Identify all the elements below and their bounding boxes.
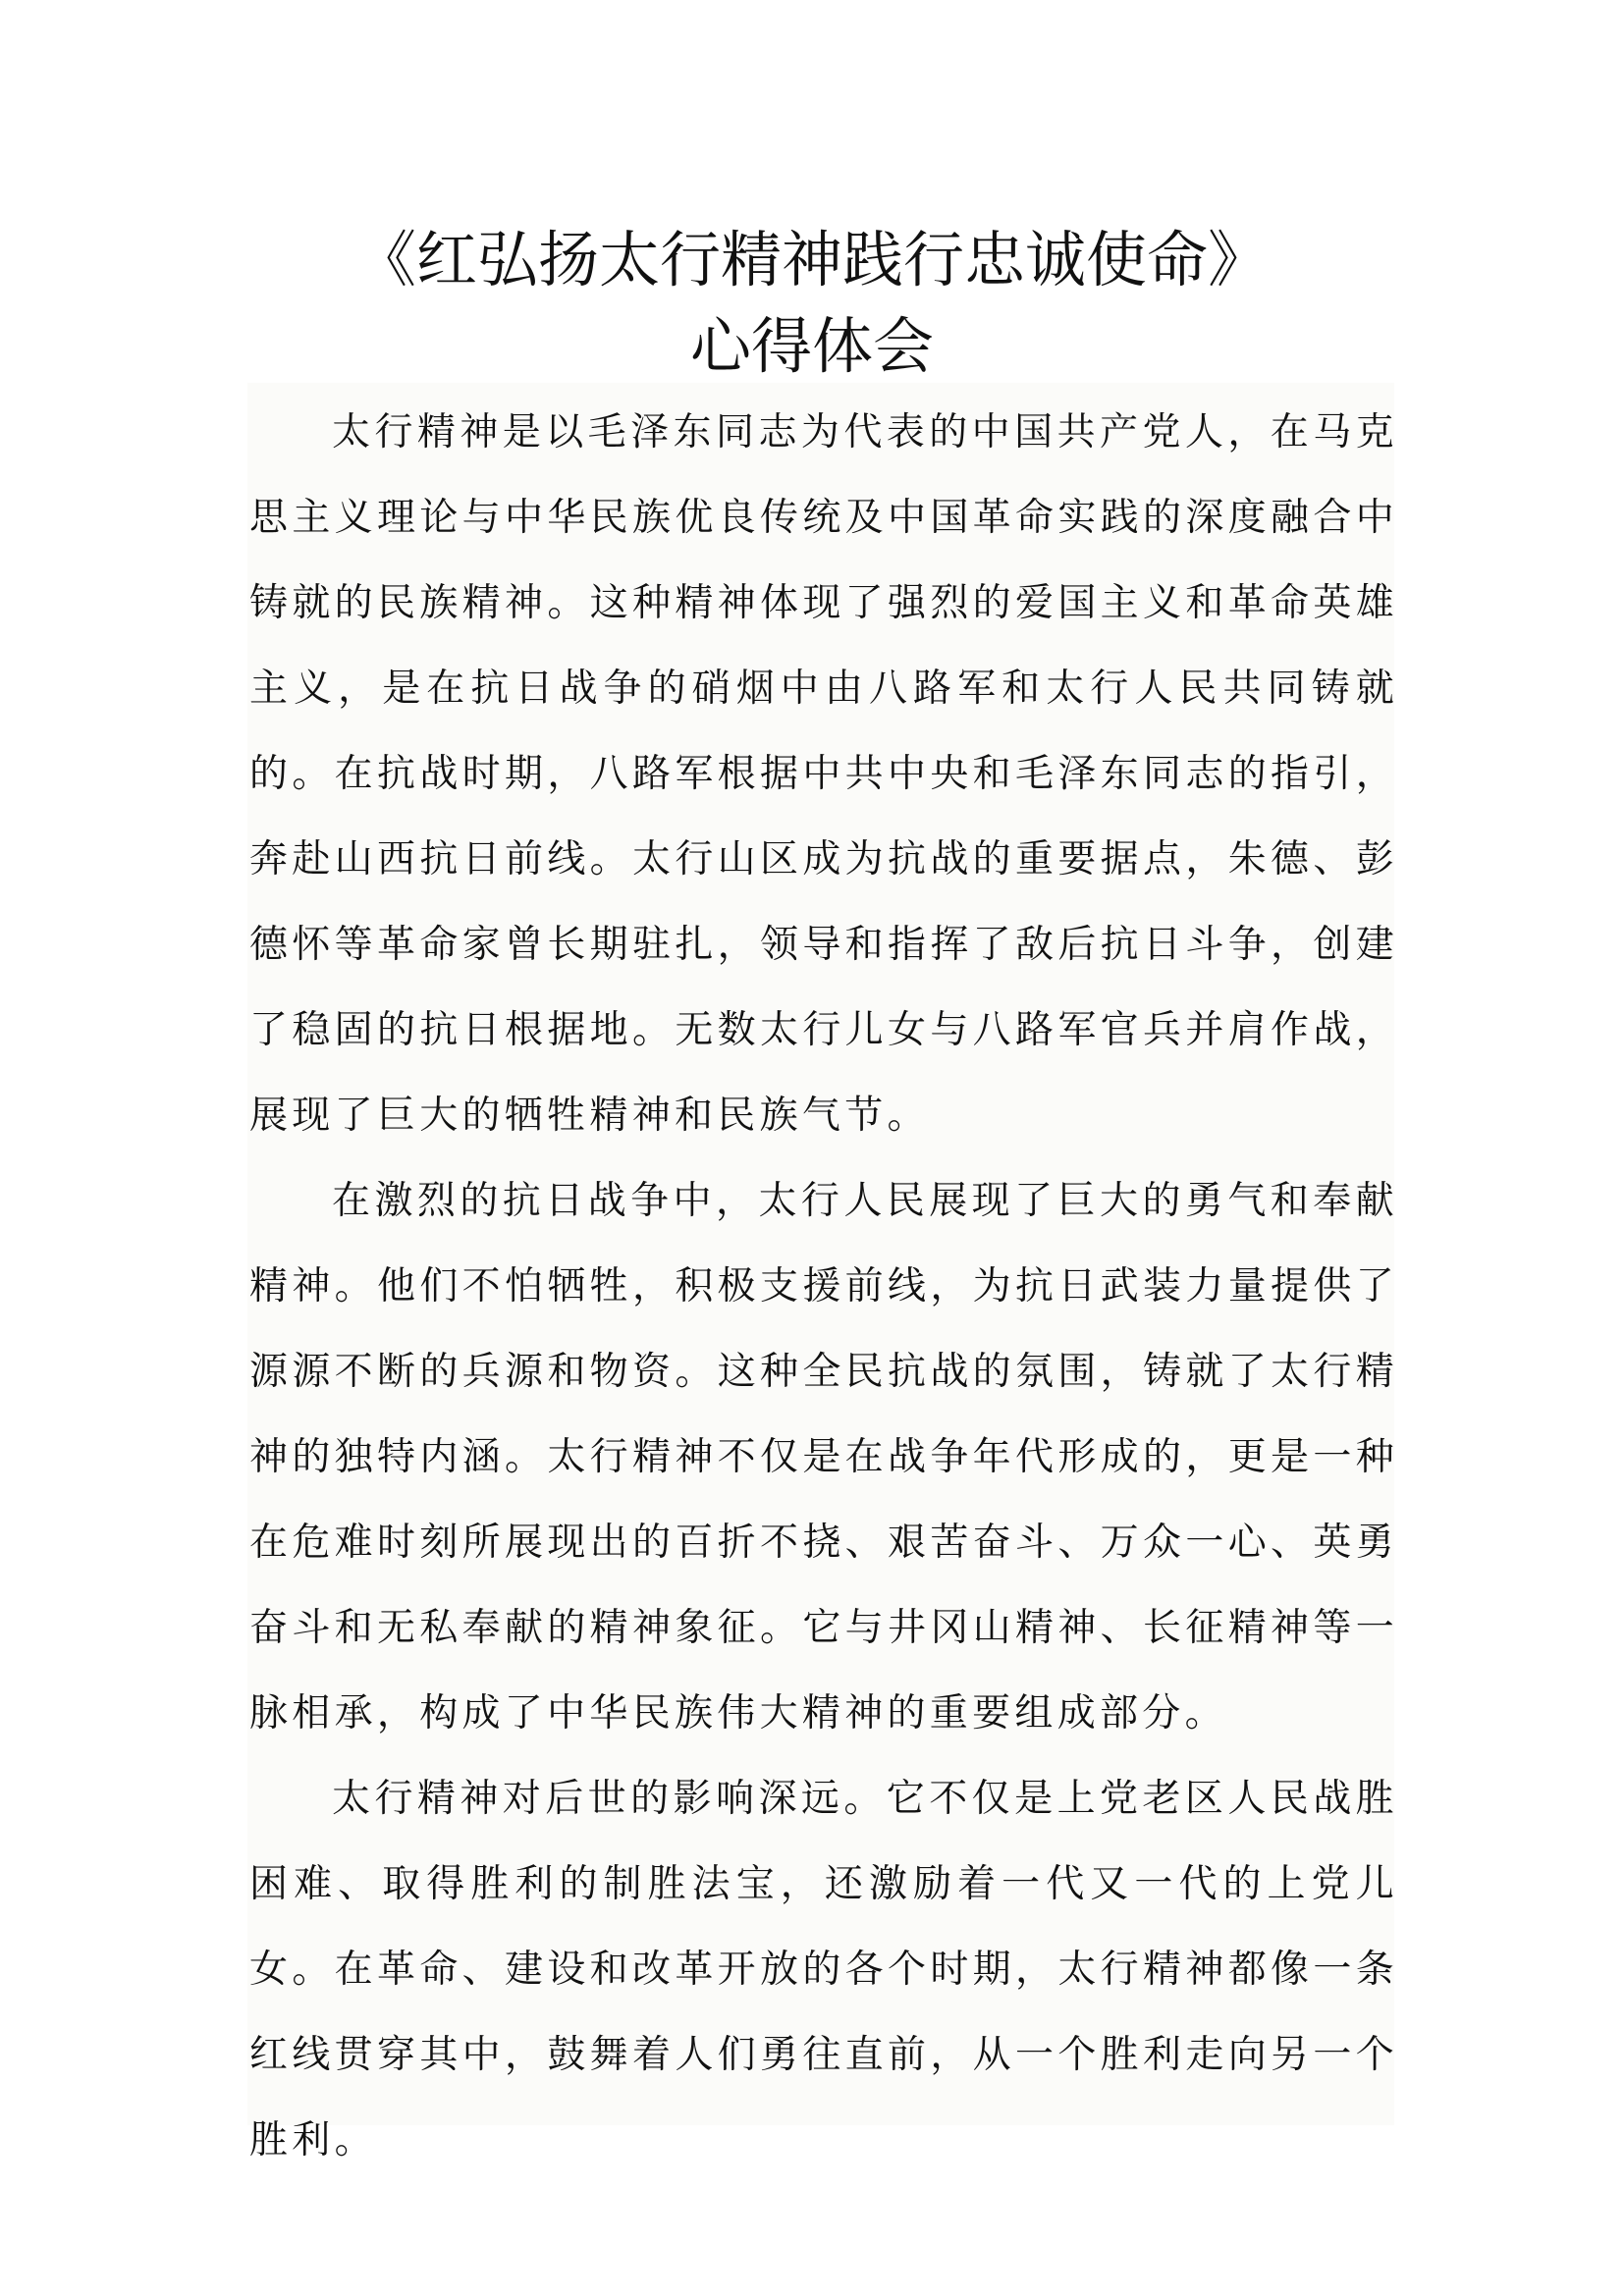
document-title-line-1: 《红弘扬太行精神践行忠诚使命》 [354,224,1269,295]
document-title-line-2: 心得体会 [689,310,934,382]
body-paragraph-1: 太行精神是以毛泽东同志为代表的中国共产党人，在马克思主义理论与中华民族优良传统及中国革命实践的深度融合中铸就的民族精神。这种精神体现了强烈的爱国主义和革命英雄主义，是在抗日战争的硝烟中由八路军和太行人民共同铸就的。在抗战时期，八路军根据中共中央和毛泽东同志的指引，奔赴山西抗日前线。太行山区成为抗战的重要据点，朱德、彭德怀等革命家曾长期驻扎，领导和指挥了敌后抗日斗争，创建了稳固的抗日根据地。无数太行儿女与八路军官兵并肩作战，展现了巨大的牺牲精神和民族气节。 [249,410,1398,1138]
body-paragraph-3: 太行精神对后世的影响深远。它不仅是上党老区人民战胜困难、取得胜利的制胜法宝，还激励着一代又一代的上党儿女。在革命、建设和改革开放的各个时期，太行精神都像一条红线贯穿其中，鼓舞着人们勇往直前，从一个胜利走向另一个胜利。 [249,1777,1398,2163]
body-paragraph-2: 在激烈的抗日战争中，太行人民展现了巨大的勇气和奉献精神。他们不怕牺牲，积极支援前线，为抗日武装力量提供了源源不断的兵源和物资。这种全民抗战的氛围，铸就了太行精神的独特内涵。太行精神不仅是在战争年代形成的，更是一种在危难时刻所展现出的百折不挠、艰苦奋斗、万众一心、英勇奋斗和无私奉献的精神象征。它与井冈山精神、长征精神等一脉相承，构成了中华民族伟大精神的重要组成部分。 [249,1179,1398,1735]
